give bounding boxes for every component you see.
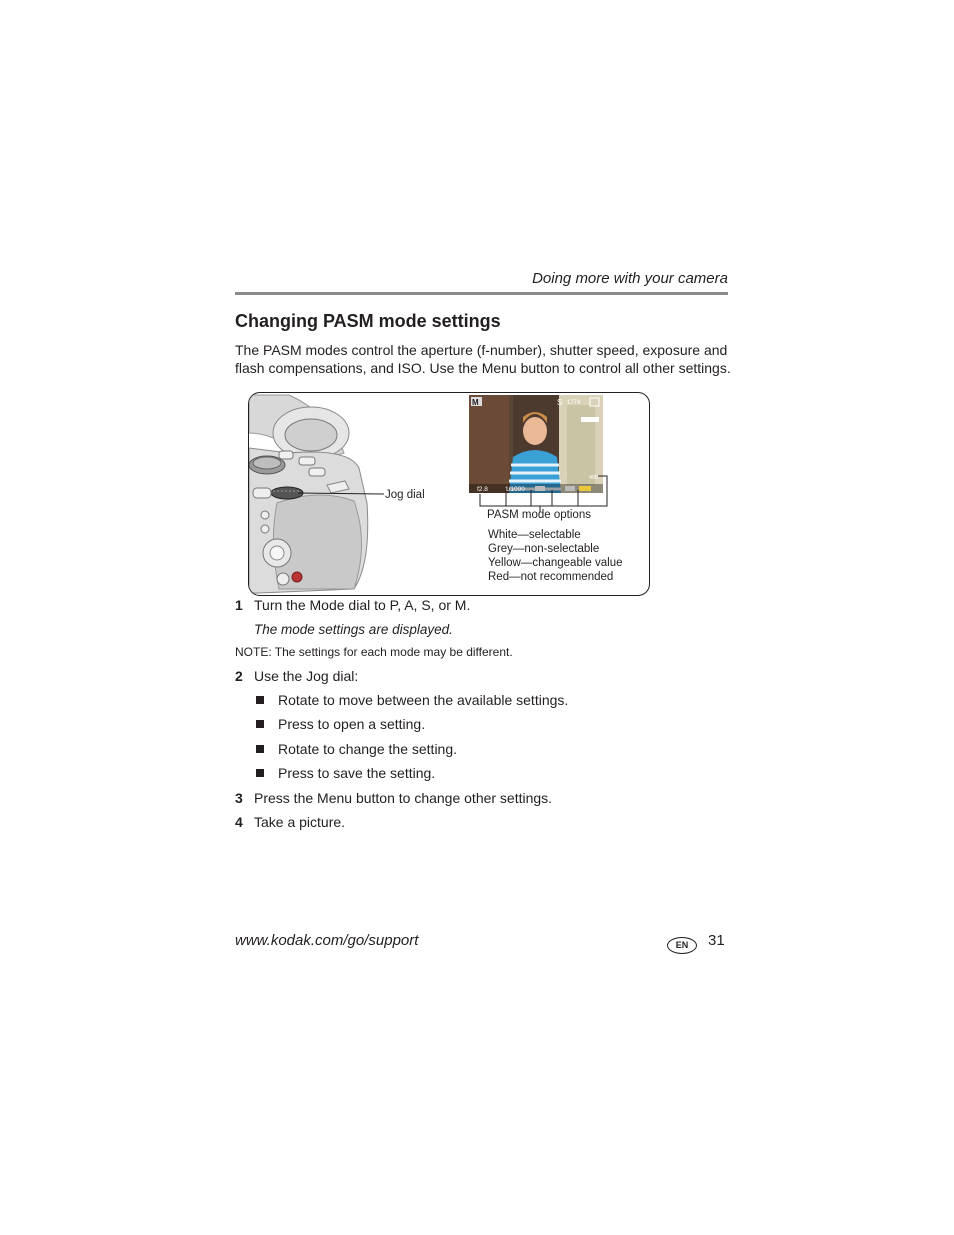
language-badge: EN [667, 937, 697, 954]
header-rule [235, 292, 728, 295]
support-link[interactable]: www.kodak.com/go/support [235, 932, 419, 949]
bullet-square-icon [256, 696, 264, 704]
legend-white: White—selectable [488, 529, 581, 541]
bullet-item [256, 741, 457, 757]
step-number: 1 [235, 597, 243, 613]
lcd-shots-text: 1774 [567, 400, 581, 406]
intro-paragraph: The PASM modes control the aperture (f-number), shutter speed, exposure and flash compensations, and ISO. Use the Menu button to control all other settings. [235, 342, 731, 376]
bullet-text: Press to save the setting. [278, 765, 436, 781]
step-1-result: The mode settings are displayed. [254, 622, 453, 637]
page-number: 31 [708, 932, 725, 949]
pasm-options-label: PASM mode options [487, 509, 591, 521]
bullet-square-icon [256, 769, 264, 777]
step-text: Take a picture. [254, 814, 346, 830]
bullet-text: Press to open a setting. [278, 716, 426, 732]
bullet-square-icon [256, 720, 264, 728]
lcd-mode-text: M [472, 398, 479, 407]
legend-red: Red—not recommended [488, 571, 614, 583]
color-legend [488, 528, 622, 584]
note: NOTE: The settings for each mode may be different. [235, 645, 513, 659]
lcd-aperture-text: f2.8 [477, 486, 488, 493]
step-4 [235, 814, 345, 830]
step-2 [235, 668, 358, 684]
bullet-item [256, 765, 435, 781]
lcd-quality-text: S [557, 398, 563, 407]
legend-yellow: Yellow—changeable value [488, 557, 623, 569]
lcd-shutter-text: 1/1000 [505, 486, 525, 493]
bullet-text: Rotate to change the setting. [278, 741, 458, 757]
step-number: 2 [235, 668, 243, 684]
section-title: Changing PASM mode settings [235, 311, 501, 331]
running-header: Doing more with your camera [532, 270, 728, 287]
bullet-square-icon [256, 745, 264, 753]
bullet-text: Rotate to move between the available settings. [278, 692, 569, 708]
legend-grey: Grey—non-selectable [488, 543, 600, 555]
step-text: Press the Menu button to change other settings. [254, 790, 553, 806]
step-text: Turn the Mode dial to P, A, S, or M. [254, 597, 471, 613]
step-number: 3 [235, 790, 243, 806]
lcd-iso-text: 400 [589, 475, 599, 481]
step-number: 4 [235, 814, 243, 830]
step-1 [235, 597, 470, 613]
jog-dial-label: Jog dial [385, 489, 425, 501]
bullet-item [256, 692, 568, 708]
step-3 [235, 790, 552, 806]
bullet-item [256, 716, 425, 732]
step-text: Use the Jog dial: [254, 668, 359, 684]
